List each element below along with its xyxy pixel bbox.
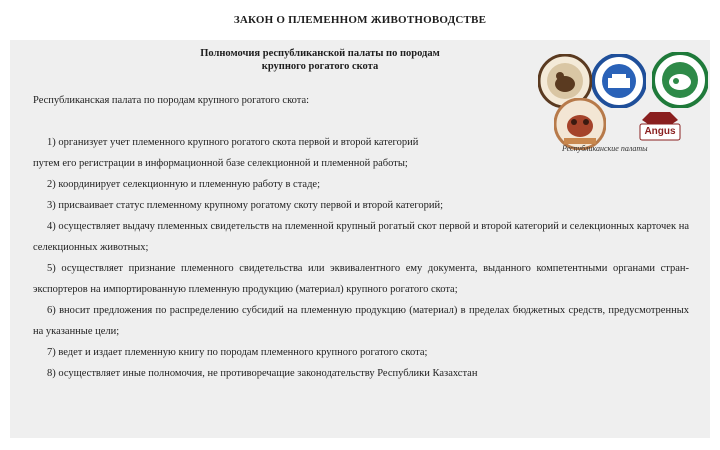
page-title: ЗАКОН О ПЛЕМЕННОМ ЖИВОТНОВОДСТВЕ bbox=[233, 14, 487, 26]
list-item-5: 5) осуществляет признание племенного свидетельства или эквивалентного ему документа, выданного компетентными органами стран-экспортеров на импортированную племенную продукцию (материал) крупного рогатого скота; bbox=[33, 263, 689, 295]
list-item-2: 2) координирует селекционную и племенную работу в стаде; bbox=[47, 179, 320, 190]
list-item-6: 6) вносит предложения по распределению субсидий на племенную продукцию (материал) в пределах бюджетных средств, предусмотренных на указанные цели; bbox=[33, 305, 689, 337]
slide-subtitle bbox=[190, 47, 450, 73]
angus-logo-text: Angus bbox=[644, 126, 676, 137]
subtitle-line-2: крупного рогатого скота bbox=[261, 61, 379, 72]
logos-caption: Республиканские палаты bbox=[562, 144, 648, 153]
list-item-1-continuation: путем его регистрации в информационной базе селекционной и племенной работы; bbox=[33, 158, 408, 169]
intro-text: Республиканская палата по породам крупного рогатого скота: bbox=[33, 95, 310, 106]
list-item-8: 8) осуществляет иные полномочия, не противоречащие законодательству Республики Казахстан bbox=[47, 368, 478, 379]
list-item-1: 1) организует учет племенного крупного рогатого скота первой и второй категорий bbox=[47, 137, 419, 148]
content-panel bbox=[10, 40, 710, 438]
powers-list bbox=[33, 132, 689, 384]
list-item-7: 7) ведет и издает племенную книгу по породам племенного крупного рогатого скота; bbox=[47, 347, 428, 358]
list-item-4: 4) осуществляет выдачу племенных свидетельств на племенной крупный рогатый скот первой и второй категорий и селекционных карточек на селекционных животных; bbox=[33, 221, 689, 253]
subtitle-line-1: Полномочия республиканской палаты по породам bbox=[200, 48, 440, 59]
list-item-3: 3) присваивает статус племенному крупному рогатому скоту первой и второй категорий; bbox=[47, 200, 444, 211]
green-chamber-logo bbox=[652, 52, 708, 108]
